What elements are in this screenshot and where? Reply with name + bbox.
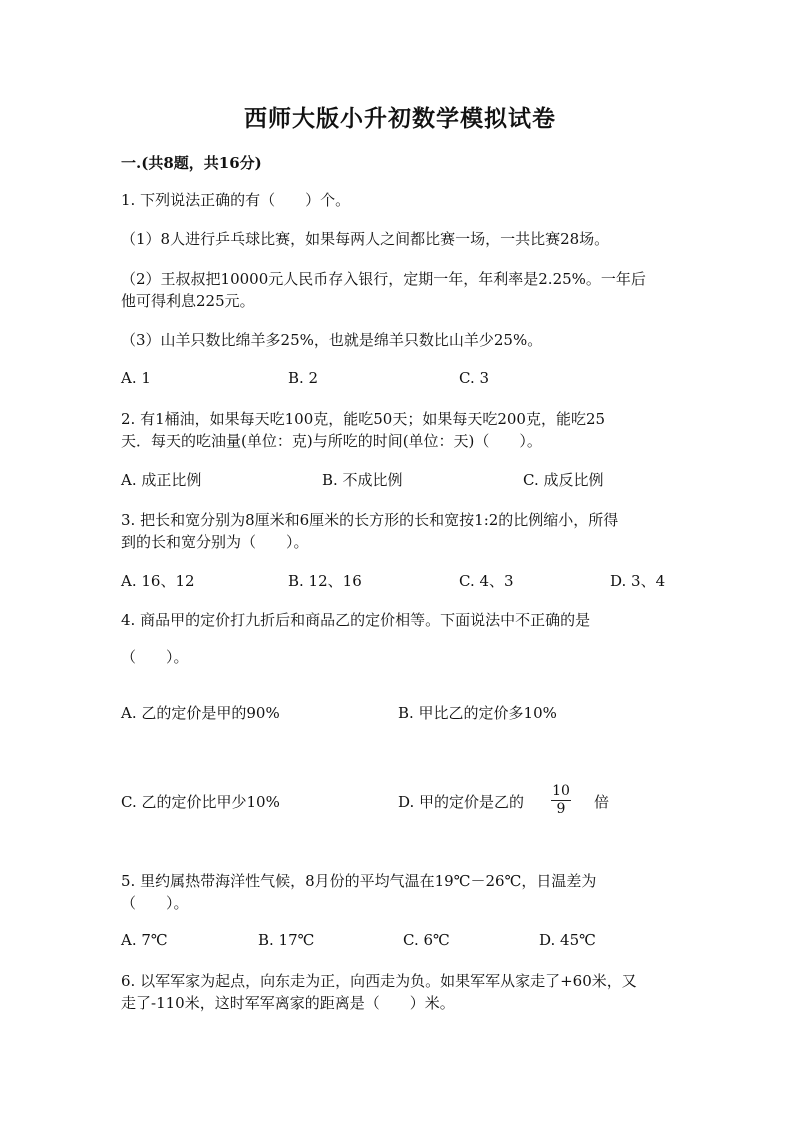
section-heading: 一.(共8题，共16分) — [121, 154, 262, 172]
q4-option-d-suffix: 倍 — [594, 793, 610, 811]
q5-option-c[interactable]: C. 6℃ — [403, 931, 450, 949]
q1-stem: 1. 下列说法正确的有（ ）个。 — [121, 191, 351, 209]
q3-option-d[interactable]: D. 3、4 — [610, 572, 666, 590]
q5-stem-line2: （ ）。 — [121, 894, 189, 912]
q2-option-c[interactable]: C. 成反比例 — [523, 471, 604, 489]
q6-stem-line2: 走了-110米，这时军军离家的距离是（ ）米。 — [121, 994, 455, 1012]
q1-statement-3: （3）山羊只数比绵羊多25%，也就是绵羊只数比山羊少25%。 — [121, 331, 543, 349]
q3-stem-line2: 到的长和宽分别为（ ）。 — [121, 533, 309, 551]
q6-stem-line1: 6. 以军军家为起点，向东走为正，向西走为负。如果军军从家走了+60米，又 — [121, 972, 637, 990]
q4-option-a[interactable]: A. 乙的定价是甲的90% — [121, 704, 280, 722]
q1-option-a[interactable]: A. 1 — [121, 369, 151, 387]
q2-option-b[interactable]: B. 不成比例 — [322, 471, 403, 489]
q1-statement-2-line1: （2）王叔叔把10000元人民币存入银行，定期一年，年利率是2.25%。一年后 — [121, 270, 646, 288]
q1-option-b[interactable]: B. 2 — [288, 369, 319, 387]
q2-stem-line1: 2. 有1桶油，如果每天吃100克，能吃50天；如果每天吃200克，能吃25 — [121, 410, 606, 428]
q5-option-b[interactable]: B. 17℃ — [258, 931, 315, 949]
q4-option-d[interactable]: D. 甲的定价是乙的 — [398, 793, 525, 811]
fraction-denominator: 9 — [556, 801, 566, 817]
q5-option-d[interactable]: D. 45℃ — [539, 931, 596, 949]
q4-stem-line2: （ ）。 — [121, 648, 189, 666]
page-title: 西师大版小升初数学模拟试卷 — [244, 105, 556, 132]
q3-option-c[interactable]: C. 4、3 — [459, 572, 514, 590]
q3-option-a[interactable]: A. 16、12 — [121, 572, 195, 590]
fraction-numerator: 10 — [552, 783, 570, 799]
q1-option-c[interactable]: C. 3 — [459, 369, 490, 387]
q1-statement-1: （1）8人进行乒乓球比赛，如果每两人之间都比赛一场，一共比赛28场。 — [121, 230, 610, 248]
q3-option-b[interactable]: B. 12、16 — [288, 572, 362, 590]
q2-option-a[interactable]: A. 成正比例 — [121, 471, 202, 489]
q5-option-a[interactable]: A. 7℃ — [121, 931, 168, 949]
q2-stem-line2: 天．每天的吃油量(单位：克)与所吃的时间(单位：天)（ ）。 — [121, 432, 542, 450]
q4-stem-line1: 4. 商品甲的定价打九折后和商品乙的定价相等。下面说法中不正确的是 — [121, 611, 591, 629]
q3-stem-line1: 3. 把长和宽分别为8厘米和6厘米的长方形的长和宽按1:2的比例缩小，所得 — [121, 511, 619, 529]
q4-option-d-fraction — [551, 784, 571, 817]
q1-statement-2-line2: 他可得利息225元。 — [121, 292, 255, 310]
q4-option-b[interactable]: B. 甲比乙的定价多10% — [398, 704, 557, 722]
q4-option-c[interactable]: C. 乙的定价比甲少10% — [121, 793, 280, 811]
q5-stem-line1: 5. 里约属热带海洋性气候，8月份的平均气温在19℃－26℃，日温差为 — [121, 872, 597, 890]
